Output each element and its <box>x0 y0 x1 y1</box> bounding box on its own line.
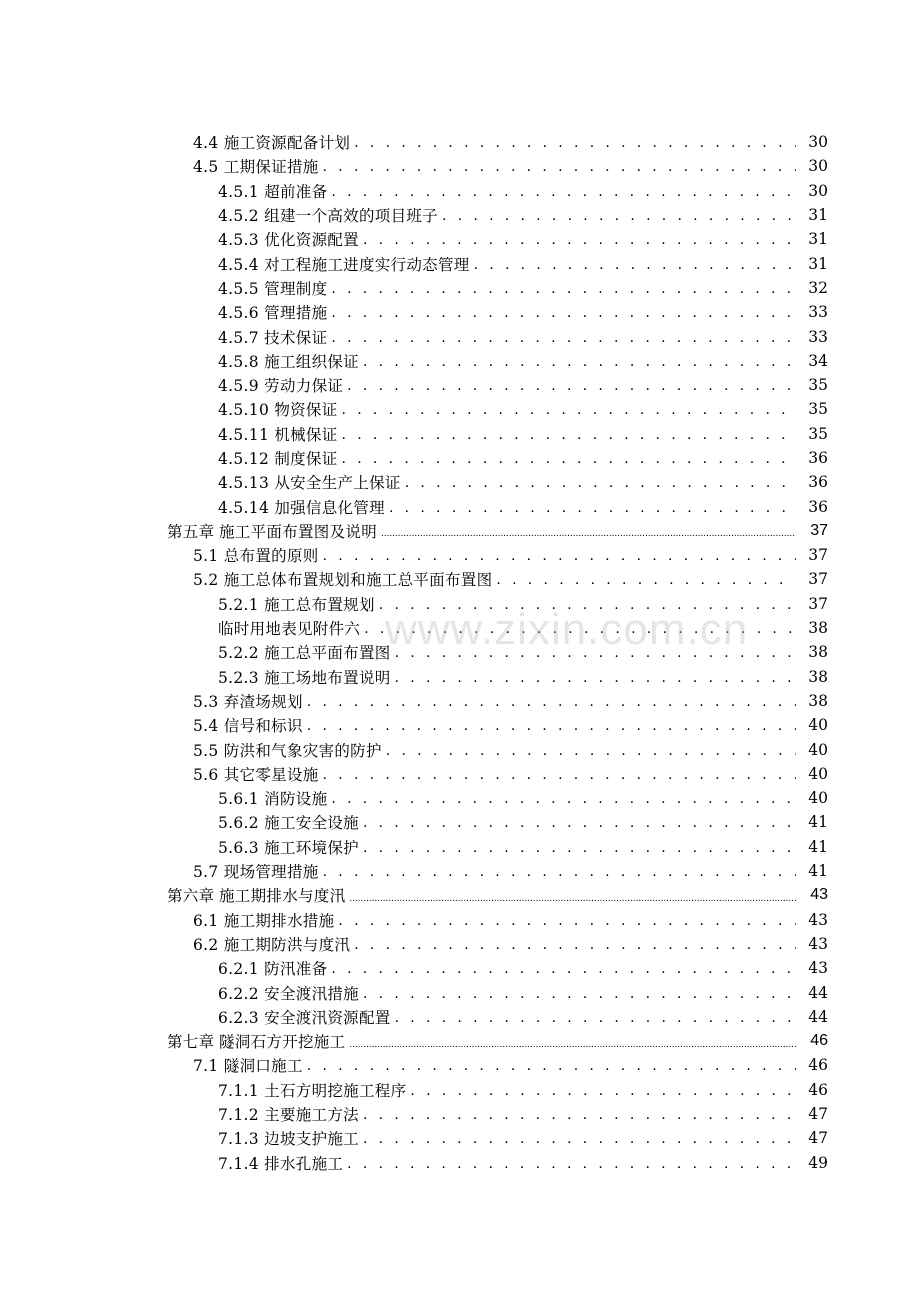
toc-entry-page: 31 <box>808 254 828 273</box>
toc-entry-page: 41 <box>808 837 828 856</box>
toc-entry-page: 35 <box>808 424 828 443</box>
toc-entry[interactable] <box>0 810 920 834</box>
toc-entry-title: 7.1.2 主要施工方法 <box>218 1106 359 1125</box>
toc-dot-leader <box>331 330 796 346</box>
toc-dot-leader <box>363 986 796 1002</box>
toc-entry-page: 30 <box>808 133 828 152</box>
toc-entry[interactable] <box>0 422 920 446</box>
toc-dot-leader <box>474 257 796 273</box>
toc-dot-leader <box>405 475 796 491</box>
toc-entry[interactable] <box>0 835 920 859</box>
toc-entry[interactable] <box>0 1029 920 1053</box>
toc-entry-page: 33 <box>808 303 828 322</box>
toc-entry-page: 40 <box>808 716 828 735</box>
toc-entry-title: 5.2.2 施工总平面布置图 <box>218 644 391 663</box>
toc-entry-title: 第六章 施工期排水与度汛 <box>167 888 346 906</box>
toc-dot-leader <box>323 767 796 783</box>
toc-entry-page: 38 <box>808 691 828 710</box>
toc-dot-leader <box>331 961 796 977</box>
toc-entry-page: 36 <box>808 473 828 492</box>
toc-entry-title: 临时用地表见附件六 <box>218 620 361 639</box>
toc-entry[interactable] <box>0 397 920 421</box>
toc-dot-leader <box>389 500 796 516</box>
toc-dot-leader <box>395 645 796 661</box>
toc-entry-title: 第七章 隧洞石方开挖施工 <box>167 1034 346 1052</box>
toc-entry[interactable] <box>0 883 920 907</box>
toc-entry-page: 38 <box>808 619 828 638</box>
toc-entry[interactable] <box>0 1126 920 1150</box>
toc-entry-page: 35 <box>808 400 828 419</box>
toc-dot-leader <box>363 354 796 370</box>
toc-entry-page: 46 <box>810 1032 828 1050</box>
toc-entry-title: 5.2.1 施工总布置规划 <box>218 595 375 614</box>
toc-entry-page: 43 <box>808 959 828 978</box>
toc-entry-title: 5.6.3 施工环境保护 <box>218 838 359 857</box>
toc-entry-title: 5.2.3 施工场地布置说明 <box>218 668 391 687</box>
toc-entry-title: 5.2 施工总体布置规划和施工总平面布置图 <box>193 571 493 590</box>
toc-entry-page: 40 <box>808 764 828 783</box>
toc-entry[interactable] <box>0 276 920 300</box>
toc-entry-title: 4.5.14 加强信息化管理 <box>218 498 385 517</box>
toc-entry[interactable] <box>0 1102 920 1126</box>
toc-entry-title: 7.1.3 边坡支护施工 <box>218 1130 359 1149</box>
toc-dot-leader <box>363 232 796 248</box>
toc-entry-title: 4.5.1 超前准备 <box>218 182 328 201</box>
toc-entry-page: 38 <box>808 643 828 662</box>
toc-entry[interactable] <box>0 251 920 275</box>
toc-entry-page: 43 <box>808 934 828 953</box>
toc-dot-leader <box>347 1156 796 1172</box>
toc-entry-title: 4.5.4 对工程施工进度实行动态管理 <box>218 255 470 274</box>
toc-entry[interactable] <box>0 859 920 883</box>
toc-dot-leader <box>363 840 796 856</box>
toc-entry-page: 37 <box>810 521 828 539</box>
toc-entry-page: 31 <box>808 230 828 249</box>
toc-dot-leader <box>363 1131 796 1147</box>
toc-dot-leader <box>349 1039 796 1050</box>
toc-entry-title: 4.5.5 管理制度 <box>218 279 328 298</box>
toc-entry-page: 43 <box>808 910 828 929</box>
toc-entry[interactable] <box>0 786 920 810</box>
toc-entry-page: 37 <box>808 594 828 613</box>
toc-entry[interactable] <box>0 665 920 689</box>
toc-entry[interactable] <box>0 640 920 664</box>
toc-entry-title: 7.1.4 排水孔施工 <box>218 1154 344 1173</box>
toc-entry-title: 4.5.11 机械保证 <box>218 425 338 444</box>
toc-entry-page: 46 <box>808 1080 828 1099</box>
toc-entry-page: 44 <box>808 983 828 1002</box>
toc-dot-leader <box>331 281 796 297</box>
toc-dot-leader <box>381 528 796 539</box>
toc-entry-page: 30 <box>808 181 828 200</box>
toc-entry[interactable] <box>0 373 920 397</box>
toc-entry-page: 49 <box>808 1153 828 1172</box>
toc-entry-page: 41 <box>808 862 828 881</box>
toc-entry-title: 7.1.1 土石方明挖施工程序 <box>218 1081 407 1100</box>
toc-dot-leader <box>442 208 796 224</box>
toc-entry[interactable] <box>0 300 920 324</box>
toc-entry-page: 38 <box>808 667 828 686</box>
toc-entry-title: 4.5 工期保证措施 <box>193 158 319 177</box>
toc-entry[interactable] <box>0 519 920 543</box>
toc-entry-page: 40 <box>808 740 828 759</box>
toc-entry[interactable] <box>0 567 920 591</box>
toc-entry[interactable] <box>0 713 920 737</box>
toc-dot-leader <box>331 184 796 200</box>
toc-entry-title: 4.5.6 管理措施 <box>218 304 328 323</box>
toc-entry[interactable] <box>0 543 920 567</box>
toc-entry-page: 41 <box>808 813 828 832</box>
toc-dot-leader <box>363 815 796 831</box>
toc-dot-leader <box>410 1083 796 1099</box>
toc-entry-title: 4.5.13 从安全生产上保证 <box>218 474 401 493</box>
toc-entry[interactable] <box>0 1150 920 1174</box>
toc-dot-leader <box>307 694 796 710</box>
toc-dot-leader <box>342 402 796 418</box>
toc-entry-title: 5.6 其它零星设施 <box>193 765 319 784</box>
toc-entry[interactable] <box>0 324 920 348</box>
toc-dot-leader <box>349 893 796 904</box>
toc-dot-leader <box>338 913 796 929</box>
toc-entry[interactable] <box>0 494 920 518</box>
toc-entry-title: 6.1 施工期排水措施 <box>193 911 335 930</box>
toc-entry[interactable] <box>0 446 920 470</box>
toc-entry-title: 4.5.10 物资保证 <box>218 401 338 420</box>
toc-entry[interactable] <box>0 762 920 786</box>
toc-dot-leader <box>379 597 796 613</box>
toc-dot-leader <box>331 791 796 807</box>
toc-entry[interactable] <box>0 956 920 980</box>
toc-entry[interactable] <box>0 592 920 616</box>
toc-entry-title: 6.2.1 防汛准备 <box>218 960 328 979</box>
toc-entry-title: 5.1 总布置的原则 <box>193 547 319 566</box>
toc-entry-page: 34 <box>808 351 828 370</box>
toc-entry-page: 36 <box>808 497 828 516</box>
toc-entry-title: 4.5.9 劳动力保证 <box>218 377 344 396</box>
toc-entry-title: 5.6.1 消防设施 <box>218 790 328 809</box>
toc-entry[interactable] <box>0 227 920 251</box>
toc-entry-title: 5.3 弃渣场规划 <box>193 692 303 711</box>
toc-entry[interactable] <box>0 203 920 227</box>
toc-entry-title: 5.6.2 施工安全设施 <box>218 814 359 833</box>
toc-entry-title: 6.2 施工期防洪与度汛 <box>193 935 351 954</box>
toc-entry-title: 6.2.2 安全渡汛措施 <box>218 984 359 1003</box>
toc-entry[interactable] <box>0 1053 920 1077</box>
toc-entry[interactable] <box>0 349 920 373</box>
toc-dot-leader <box>323 159 796 175</box>
toc-dot-leader <box>342 427 796 443</box>
toc-entry-title: 4.5.7 技术保证 <box>218 328 328 347</box>
toc-entry-page: 46 <box>808 1056 828 1075</box>
toc-entry-title: 第五章 施工平面布置图及说明 <box>167 523 378 541</box>
toc-entry-page: 33 <box>808 327 828 346</box>
toc-dot-leader <box>354 937 796 953</box>
toc-entry-page: 32 <box>808 278 828 297</box>
toc-entry-title: 4.4 施工资源配备计划 <box>193 134 351 153</box>
toc-entry-page: 35 <box>808 376 828 395</box>
toc-entry-page: 44 <box>808 1007 828 1026</box>
toc-dot-leader <box>323 548 796 564</box>
toc-dot-leader <box>354 135 796 151</box>
toc-dot-leader <box>323 864 796 880</box>
toc-dot-leader <box>342 451 796 467</box>
toc-dot-leader <box>364 621 796 637</box>
toc-entry-page: 30 <box>808 157 828 176</box>
toc-dot-leader <box>496 572 796 588</box>
toc-dot-leader <box>395 670 796 686</box>
toc-entry-title: 4.5.3 优化资源配置 <box>218 231 359 250</box>
toc-entry-title: 5.5 防洪和气象灾害的防护 <box>193 741 382 760</box>
toc-entry-page: 36 <box>808 449 828 467</box>
toc-entry-title: 4.5.2 组建一个高效的项目班子 <box>218 207 438 226</box>
toc-entry-title: 5.4 信号和标识 <box>193 717 303 736</box>
table-of-contents <box>0 130 920 1175</box>
toc-dot-leader <box>395 1010 796 1026</box>
toc-entry[interactable] <box>0 616 920 640</box>
toc-entry-title: 4.5.8 施工组织保证 <box>218 352 359 371</box>
toc-entry[interactable] <box>0 1005 920 1029</box>
toc-entry[interactable] <box>0 179 920 203</box>
toc-dot-leader <box>307 718 796 734</box>
toc-entry[interactable] <box>0 154 920 178</box>
toc-entry-title: 7.1 隧洞口施工 <box>193 1057 303 1076</box>
toc-entry[interactable] <box>0 470 920 494</box>
toc-entry[interactable] <box>0 980 920 1004</box>
toc-dot-leader <box>307 1058 796 1074</box>
toc-entry-page: 47 <box>808 1105 828 1124</box>
toc-entry-page: 43 <box>810 886 828 904</box>
toc-entry[interactable] <box>0 737 920 761</box>
toc-entry-title: 5.7 现场管理措施 <box>193 863 319 882</box>
toc-entry-title: 6.2.3 安全渡汛资源配置 <box>218 1008 391 1027</box>
toc-entry-title: 4.5.12 制度保证 <box>218 450 338 468</box>
toc-entry-page: 31 <box>808 206 828 225</box>
toc-entry[interactable] <box>0 689 920 713</box>
toc-entry-page: 37 <box>808 570 828 589</box>
toc-entry[interactable] <box>0 1078 920 1102</box>
toc-dot-leader <box>331 305 796 321</box>
toc-dot-leader <box>347 378 796 394</box>
toc-dot-leader <box>363 1107 796 1123</box>
watermark: www.zixin.com.cn <box>385 605 749 654</box>
toc-entry[interactable] <box>0 130 920 154</box>
toc-entry-page: 37 <box>808 546 828 565</box>
toc-entry-page: 47 <box>808 1129 828 1148</box>
toc-entry[interactable] <box>0 932 920 956</box>
toc-entry[interactable] <box>0 908 920 932</box>
toc-entry-page: 40 <box>808 789 828 808</box>
toc-dot-leader <box>386 743 796 759</box>
